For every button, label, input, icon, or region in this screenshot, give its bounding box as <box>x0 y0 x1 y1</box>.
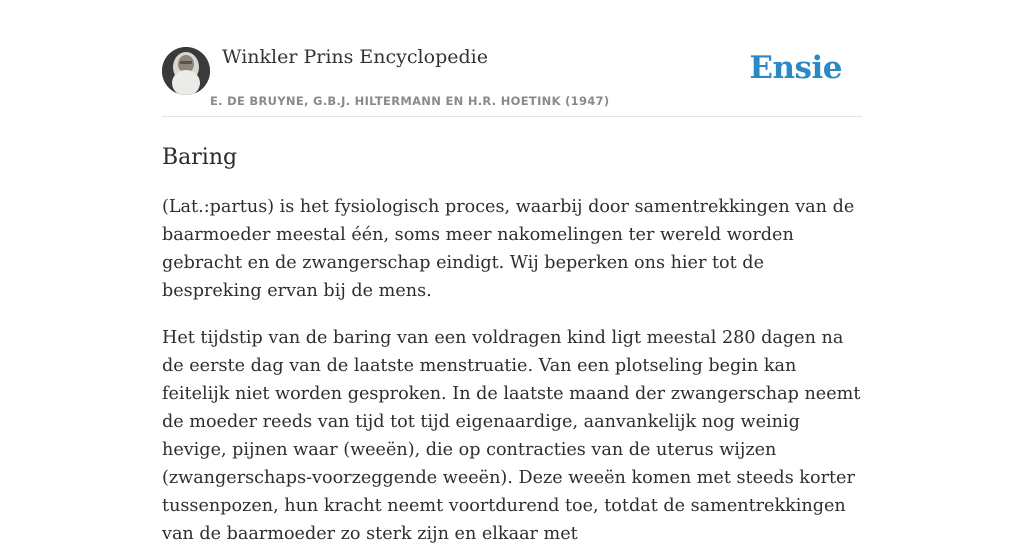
article-paragraph: Het tijdstip van de baring van een voldragen kind ligt meestal 280 dagen na de eerste dag van de laatste menstruatie. Van een plotseling begin kan feitelijk niet worden gesproken. In de laatste maand der zwangerschap neemt de moeder reeds van tijd tot tijd eigenaardige, aanvankelijk nog weinig hevige, pijnen waar (weeën), die op contracties van de uterus wijzen (zwangerschaps-voorzeggende weeën). Deze weeën komen met steeds korter tussenpozen, hun kracht neemt voortdurend toe, totdat de samentrekkingen van de baarmoeder zo sterk zijn en elkaar met <box>162 328 861 544</box>
article-paragraph: (Lat.:partus) is het fysiologisch proces, waarbij door samentrekkingen van de baarmoeder meestal één, soms meer nakomelingen ter wereld worden gebracht en de zwangerschap eindigt. Wij beperken ons hier tot de bespreking ervan bij de mens. <box>162 197 855 301</box>
ensie-logo[interactable]: Ensie <box>749 50 842 86</box>
header <box>162 0 862 117</box>
authors-line: E. DE BRUYNE, G.B.J. HILTERMANN EN H.R. HOETINK (1947) <box>210 94 610 108</box>
author-portrait-icon <box>162 47 210 95</box>
source-title[interactable]: Winkler Prins Encyclopedie <box>222 46 488 68</box>
page <box>162 0 862 548</box>
entry-title: Baring <box>162 145 238 170</box>
